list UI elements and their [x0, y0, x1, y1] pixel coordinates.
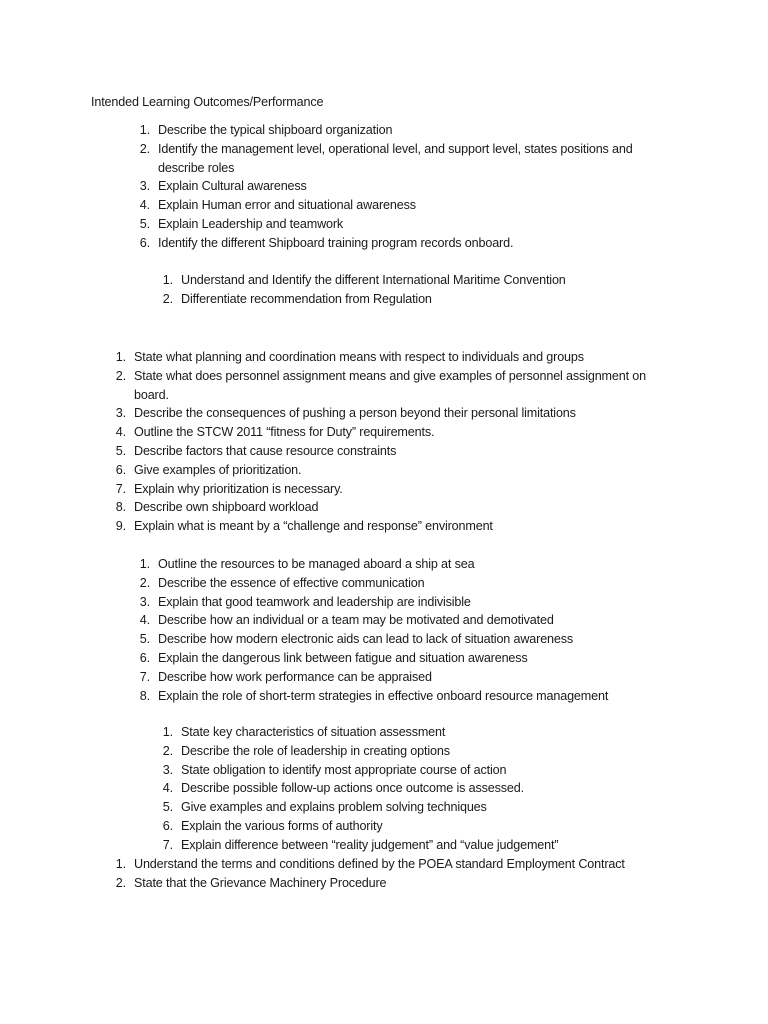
list-item-text: Differentiate recommendation from Regulation — [181, 291, 432, 306]
list-item — [134, 121, 654, 140]
list-item — [110, 480, 658, 499]
list-item-text: Explain Human error and situational awareness — [158, 198, 416, 213]
list-item-text: Understand the terms and conditions defined by the POEA standard Employment Contract — [134, 857, 625, 871]
list-item — [157, 271, 705, 290]
list-item-text: Understand and Identify the different International Maritime Convention — [181, 273, 566, 287]
list-item — [157, 761, 705, 780]
list-item-number: 9. — [115, 519, 126, 534]
list-item — [134, 215, 654, 234]
list-item-text: State that the Grievance Machinery Procedure — [134, 875, 387, 890]
list-item-text: Explain that good teamwork and leadership are indivisible — [158, 594, 471, 609]
list-item — [134, 687, 682, 706]
list-item-number: 7. — [162, 837, 173, 852]
list-item-text: Explain the role of short-term strategies in effective onboard resource management — [158, 688, 609, 703]
list-item-text: Identify the different Shipboard training program records onboard. — [158, 235, 514, 250]
list-item-text: Explain the various forms of authority — [181, 818, 383, 833]
list-item-number: 4. — [139, 613, 150, 628]
list-item-text: Describe own shipboard workload — [134, 500, 319, 515]
outcome-list-5 — [157, 723, 705, 855]
list-item-number: 6. — [139, 235, 150, 250]
list-item-number: 5. — [139, 632, 150, 647]
list-item — [157, 836, 705, 855]
list-item — [157, 798, 705, 817]
list-item-number: 3. — [162, 762, 173, 777]
list-item — [134, 630, 682, 649]
list-item-text: Explain what is meant by a “challenge and response” environment — [134, 519, 493, 534]
list-item — [110, 442, 658, 461]
list-item-text: State what planning and coordination means with respect to individuals and groups — [134, 350, 584, 364]
list-item-number: 2. — [139, 575, 150, 590]
list-item-number: 2. — [139, 141, 150, 156]
list-item — [110, 348, 658, 367]
list-item-text: Describe the consequences of pushing a person beyond their personal limitations — [134, 406, 576, 421]
list-item-number: 2. — [162, 743, 173, 758]
list-item — [134, 196, 654, 215]
list-item-number: 2. — [115, 368, 126, 383]
list-item-text: Give examples and explains problem solving techniques — [181, 800, 487, 815]
list-item — [157, 779, 705, 798]
list-item-text: Describe the typical shipboard organization — [158, 123, 393, 137]
list-item-text: Outline the STCW 2011 “fitness for Duty” requirements. — [134, 425, 435, 440]
list-item-text: State key characteristics of situation assessment — [181, 725, 446, 739]
list-item-text: Explain Cultural awareness — [158, 179, 307, 194]
list-item-text: Describe the essence of effective communication — [158, 575, 425, 590]
list-item — [157, 723, 705, 742]
page-heading: Intended Learning Outcomes/Performance — [91, 95, 324, 109]
list-item-text: Outline the resources to be managed aboard a ship at sea — [158, 557, 475, 571]
list-item — [110, 517, 658, 536]
list-item — [157, 290, 705, 309]
list-item-number: 4. — [139, 198, 150, 213]
list-item — [134, 555, 682, 574]
list-item-text: Explain Leadership and teamwork — [158, 216, 344, 231]
list-item — [157, 742, 705, 761]
list-item-number: 1. — [162, 725, 173, 739]
list-item-number: 8. — [115, 500, 126, 515]
outcome-list-6 — [110, 855, 658, 893]
list-item-text: Describe possible follow-up actions once outcome is assessed. — [181, 781, 524, 796]
list-item-number: 2. — [115, 875, 126, 890]
list-item-text: Describe factors that cause resource constraints — [134, 443, 397, 458]
list-item-text: Describe how work performance can be appraised — [158, 669, 432, 684]
list-item — [110, 874, 658, 893]
list-item-number: 6. — [115, 462, 126, 477]
list-item-number: 4. — [115, 425, 126, 440]
list-item-number: 1. — [139, 557, 150, 571]
list-item-number: 7. — [139, 669, 150, 684]
list-item — [134, 611, 682, 630]
list-item-number: 7. — [115, 481, 126, 496]
list-item-number: 3. — [139, 594, 150, 609]
list-item-text: Describe how modern electronic aids can lead to lack of situation awareness — [158, 632, 574, 647]
list-item-number: 1. — [115, 857, 126, 871]
outcome-list-2 — [157, 271, 705, 309]
list-item-text: Explain the dangerous link between fatigue and situation awareness — [158, 650, 528, 665]
list-item-number: 3. — [139, 179, 150, 194]
list-item — [134, 649, 682, 668]
list-item-text: Give examples of prioritization. — [134, 462, 302, 477]
list-item — [110, 404, 658, 423]
list-item — [110, 367, 658, 405]
list-item-number: 6. — [162, 818, 173, 833]
list-item-text: Describe how an individual or a team may be motivated and demotivated — [158, 613, 554, 628]
outcome-list-4 — [134, 555, 682, 705]
list-item — [134, 574, 682, 593]
list-item-text: State what does personnel assignment means and give examples of personnel assignment on board. — [134, 368, 647, 402]
list-item-number: 3. — [115, 406, 126, 421]
list-item-number: 5. — [139, 216, 150, 231]
list-item — [134, 177, 654, 196]
list-item-number: 4. — [162, 781, 173, 796]
list-item — [134, 668, 682, 687]
list-item-text: Identify the management level, operational level, and support level, states positions and describe roles — [158, 141, 633, 175]
list-item-number: 1. — [162, 273, 173, 287]
list-item — [157, 817, 705, 836]
list-item-text: Explain difference between “reality judgement” and “value judgement” — [181, 837, 559, 852]
list-item-number: 1. — [139, 123, 150, 137]
list-item-number: 5. — [162, 800, 173, 815]
list-item-text: Explain why prioritization is necessary. — [134, 481, 343, 496]
outcome-list-3 — [110, 348, 658, 536]
list-item — [134, 593, 682, 612]
list-item — [110, 855, 658, 874]
list-item-number: 5. — [115, 443, 126, 458]
list-item-text: Describe the role of leadership in creating options — [181, 743, 450, 758]
outcome-list-1 — [134, 121, 654, 253]
list-item — [110, 498, 658, 517]
list-item-number: 2. — [162, 291, 173, 306]
list-item — [110, 423, 658, 442]
list-item-number: 8. — [139, 688, 150, 703]
list-item-number: 6. — [139, 650, 150, 665]
list-item — [134, 140, 654, 178]
list-item-text: State obligation to identify most appropriate course of action — [181, 762, 507, 777]
list-item — [134, 234, 654, 253]
list-item — [110, 461, 658, 480]
list-item-number: 1. — [115, 350, 126, 364]
